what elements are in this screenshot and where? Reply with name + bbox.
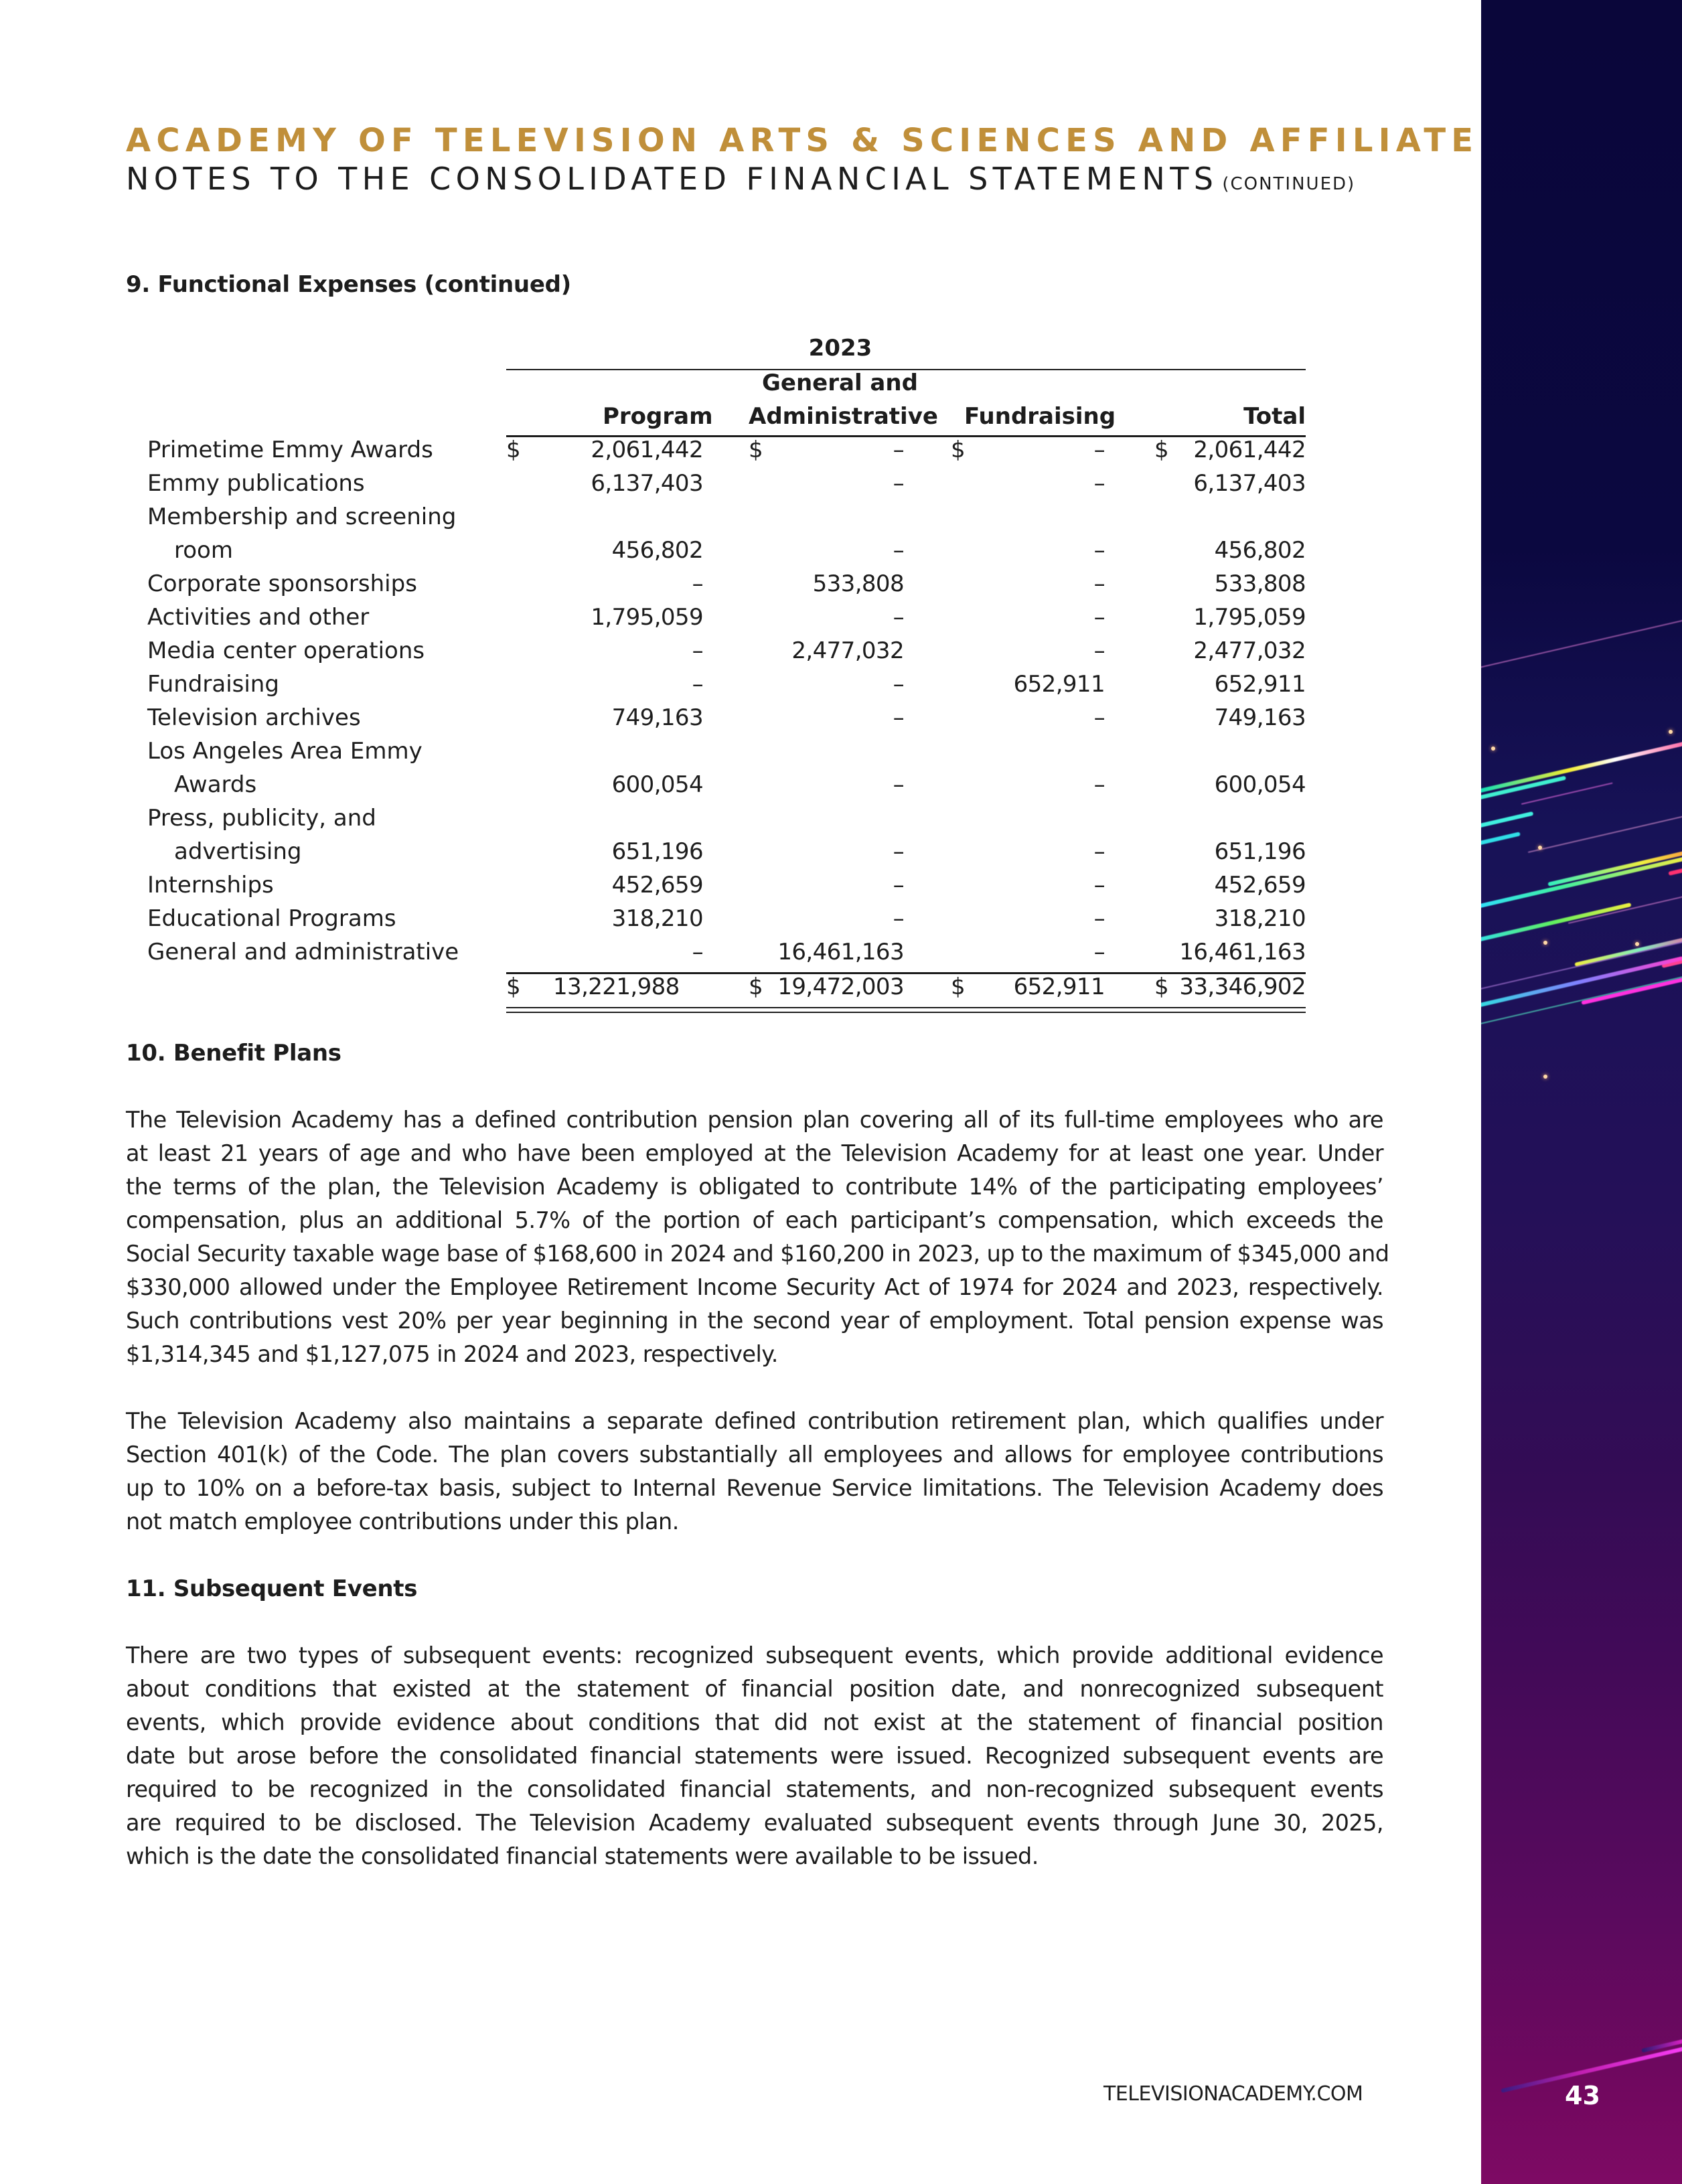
paragraph-line: compensation, plus an additional 5.7% of the portion of each participant’s compensation, which exceeds the [126, 1207, 1383, 1233]
benefit-plans-paragraph-2 [126, 1405, 1383, 1539]
cell-program: 651,196 [611, 838, 703, 865]
sparkle-dot [1635, 942, 1639, 946]
currency-symbol: $ [1154, 973, 1169, 1000]
paragraph-line: $1,314,345 and $1,127,075 in 2024 and 2023, respectively. [126, 1341, 778, 1367]
cell-total: 749,163 [1214, 704, 1306, 731]
cell-fundraising: – [1093, 637, 1105, 664]
cell-ga: – [893, 604, 904, 631]
row-label: Fundraising [147, 671, 279, 698]
cell-fundraising: – [1093, 771, 1105, 798]
cell-total: 652,911 [1214, 671, 1306, 698]
cell-ga: – [893, 470, 904, 497]
cell-program: – [692, 637, 703, 664]
cell-ga: – [893, 437, 904, 463]
cell-fundraising: – [1093, 905, 1105, 932]
currency-symbol: $ [749, 973, 763, 1000]
total-ga: 19,472,003 [777, 973, 904, 1000]
currency-symbol: $ [749, 437, 763, 463]
cell-ga: – [893, 671, 904, 698]
cell-ga: – [893, 838, 904, 865]
sparkle-dot [1538, 846, 1542, 850]
column-header-fundraising: Fundraising [964, 403, 1116, 430]
cell-ga: 533,808 [812, 570, 904, 597]
currency-symbol: $ [506, 973, 521, 1000]
neon-streak [1481, 736, 1682, 794]
sparkle-dot [1543, 941, 1547, 945]
cell-program: – [692, 570, 703, 597]
total-program: 13,221,988 [553, 973, 680, 1000]
page-number: 43 [1565, 2081, 1600, 2110]
footer-website: TELEVISIONACADEMY.COM [1103, 2082, 1363, 2106]
neon-streak [1481, 903, 1632, 943]
paragraph-line: Section 401(k) of the Code. The plan covers substantially all employees and allows for employee contributions [126, 1441, 1383, 1468]
sparkle-dot [1491, 747, 1495, 751]
continued-label: (CONTINUED) [1222, 174, 1356, 194]
cell-program: 318,210 [611, 905, 703, 932]
total-fundraising: 652,911 [1013, 973, 1105, 1000]
paragraph-line: not match employee contributions under this plan. [126, 1508, 679, 1535]
cell-fundraising: 652,911 [1013, 671, 1105, 698]
cell-total: 6,137,403 [1193, 470, 1306, 497]
currency-symbol: $ [1154, 437, 1169, 463]
cell-fundraising: – [1093, 872, 1105, 899]
table-year-header: 2023 [808, 335, 872, 362]
row-label: Activities and other [147, 604, 370, 631]
total-total: 33,346,902 [1179, 973, 1306, 1000]
paragraph-line: Such contributions vest 20% per year beginning in the second year of employment. Total pension expense was [126, 1308, 1383, 1334]
row-label: Membership and screening [147, 503, 457, 530]
totals-double-rule-2 [506, 1012, 1306, 1013]
sparkle-dot [1543, 1075, 1547, 1079]
cell-program: 456,802 [611, 537, 703, 564]
cell-total: 1,795,059 [1193, 604, 1306, 631]
organization-title: ACADEMY OF TELEVISION ARTS & SCIENCES AND AFFILIATE [126, 122, 1479, 159]
cell-program: 749,163 [611, 704, 703, 731]
neon-streak [1481, 811, 1533, 829]
column-header-program: Program [603, 403, 713, 430]
paragraph-line: the terms of the plan, the Television Academy is obligated to contribute 14% of the participating employees’ [126, 1174, 1383, 1200]
paragraph-line: required to be recognized in the consolidated financial statements, and non-recognized subsequent events [126, 1776, 1383, 1802]
paragraph-line: The Television Academy has a defined contribution pension plan covering all of its full-time employees who are [126, 1107, 1383, 1133]
decorative-neon-band [1481, 0, 1682, 2184]
currency-symbol: $ [951, 437, 966, 463]
row-label: General and administrative [147, 939, 459, 965]
cell-program: – [692, 939, 703, 965]
cell-ga: – [893, 905, 904, 932]
cell-total: 533,808 [1214, 570, 1306, 597]
cell-total: 651,196 [1214, 838, 1306, 865]
cell-fundraising: – [1093, 939, 1105, 965]
neon-streak [1668, 866, 1682, 876]
cell-total: 16,461,163 [1179, 939, 1306, 965]
paragraph-line: which is the date the consolidated financial statements were available to be issued. [126, 1843, 1039, 1869]
row-label: Television archives [147, 704, 361, 731]
paragraph-line: up to 10% on a before-tax basis, subject to Internal Revenue Service limitations. The Television Academy does [126, 1475, 1383, 1501]
row-label-continued: advertising [174, 838, 302, 865]
benefit-plans-paragraph-1 [126, 1103, 1389, 1371]
paragraph-line: The Television Academy also maintains a separate defined contribution retirement plan, which qualifies under [126, 1408, 1383, 1434]
cell-ga: 16,461,163 [777, 939, 904, 965]
neon-streak [1481, 832, 1521, 846]
cell-fundraising: – [1093, 537, 1105, 564]
cell-total: 2,061,442 [1193, 437, 1306, 463]
subsequent-events-paragraph [126, 1639, 1383, 1873]
cell-fundraising: – [1093, 470, 1105, 497]
paragraph-line: Social Security taxable wage base of $168,600 in 2024 and $160,200 in 2023, up to the maximum of $345,000 and [126, 1241, 1389, 1267]
neon-streak [1568, 892, 1682, 924]
cell-program: 1,795,059 [591, 604, 703, 631]
section-10-heading: 10. Benefit Plans [126, 1040, 341, 1067]
cell-program: 600,054 [611, 771, 703, 798]
column-header-ga-line1: General and [762, 370, 918, 396]
document-title-text: NOTES TO THE CONSOLIDATED FINANCIAL STATEMENTS [126, 161, 1219, 197]
paragraph-line: $330,000 allowed under the Employee Retirement Income Security Act of 1974 for 2024 and 2023, respectively. [126, 1274, 1383, 1300]
section-9-heading: 9. Functional Expenses (continued) [126, 271, 571, 298]
column-header-ga-line2: Administrative [749, 403, 938, 430]
cell-program: 6,137,403 [591, 470, 703, 497]
row-label-continued: Awards [174, 771, 257, 798]
cell-program: – [692, 671, 703, 698]
paragraph-line: date but arose before the consolidated financial statements were issued. Recognized subsequent events are [126, 1743, 1383, 1769]
cell-total: 452,659 [1214, 872, 1306, 899]
cell-ga: – [893, 537, 904, 564]
column-header-total: Total [1243, 403, 1306, 430]
paragraph-line: at least 21 years of age and who have been employed at the Television Academy for at least one year. Under [126, 1140, 1383, 1166]
cell-fundraising: – [1093, 604, 1105, 631]
row-label: Los Angeles Area Emmy [147, 738, 423, 765]
cell-program: 452,659 [611, 872, 703, 899]
cell-fundraising: – [1093, 570, 1105, 597]
document-title [126, 161, 1355, 197]
cell-total: 318,210 [1214, 905, 1306, 932]
cell-ga: – [893, 704, 904, 731]
cell-ga: – [893, 872, 904, 899]
neon-streak [1481, 856, 1682, 909]
paragraph-line: about conditions that existed at the statement of financial position date, and nonrecognized subsequent [126, 1676, 1383, 1702]
cell-ga: – [893, 771, 904, 798]
paragraph-line: There are two types of subsequent events: recognized subsequent events, which provide additional evidence [126, 1642, 1383, 1668]
neon-streak [1547, 846, 1682, 886]
cell-total: 456,802 [1214, 537, 1306, 564]
row-label-continued: room [174, 537, 233, 564]
sparkle-dot [1669, 730, 1673, 734]
currency-symbol: $ [951, 973, 966, 1000]
paragraph-line: events, which provide evidence about conditions that did not exist at the statement of financial position [126, 1709, 1383, 1735]
row-label: Internships [147, 872, 274, 899]
totals-double-rule-1 [506, 1007, 1306, 1008]
neon-streak [1481, 619, 1682, 671]
row-label: Press, publicity, and [147, 805, 376, 832]
row-label: Media center operations [147, 637, 425, 664]
cell-total: 2,477,032 [1193, 637, 1306, 664]
section-11-heading: 11. Subsequent Events [126, 1575, 418, 1602]
cell-program: 2,061,442 [591, 437, 703, 463]
row-label: Primetime Emmy Awards [147, 437, 433, 463]
row-label: Educational Programs [147, 905, 396, 932]
currency-symbol: $ [506, 437, 521, 463]
cell-total: 600,054 [1214, 771, 1306, 798]
cell-fundraising: – [1093, 437, 1105, 463]
cell-ga: 2,477,032 [791, 637, 904, 664]
row-label: Corporate sponsorships [147, 570, 417, 597]
paragraph-line: are required to be disclosed. The Television Academy evaluated subsequent events through June 30, 2025, [126, 1810, 1383, 1836]
cell-fundraising: – [1093, 704, 1105, 731]
row-label: Emmy publications [147, 470, 365, 497]
neon-streak [1528, 813, 1682, 853]
cell-fundraising: – [1093, 838, 1105, 865]
